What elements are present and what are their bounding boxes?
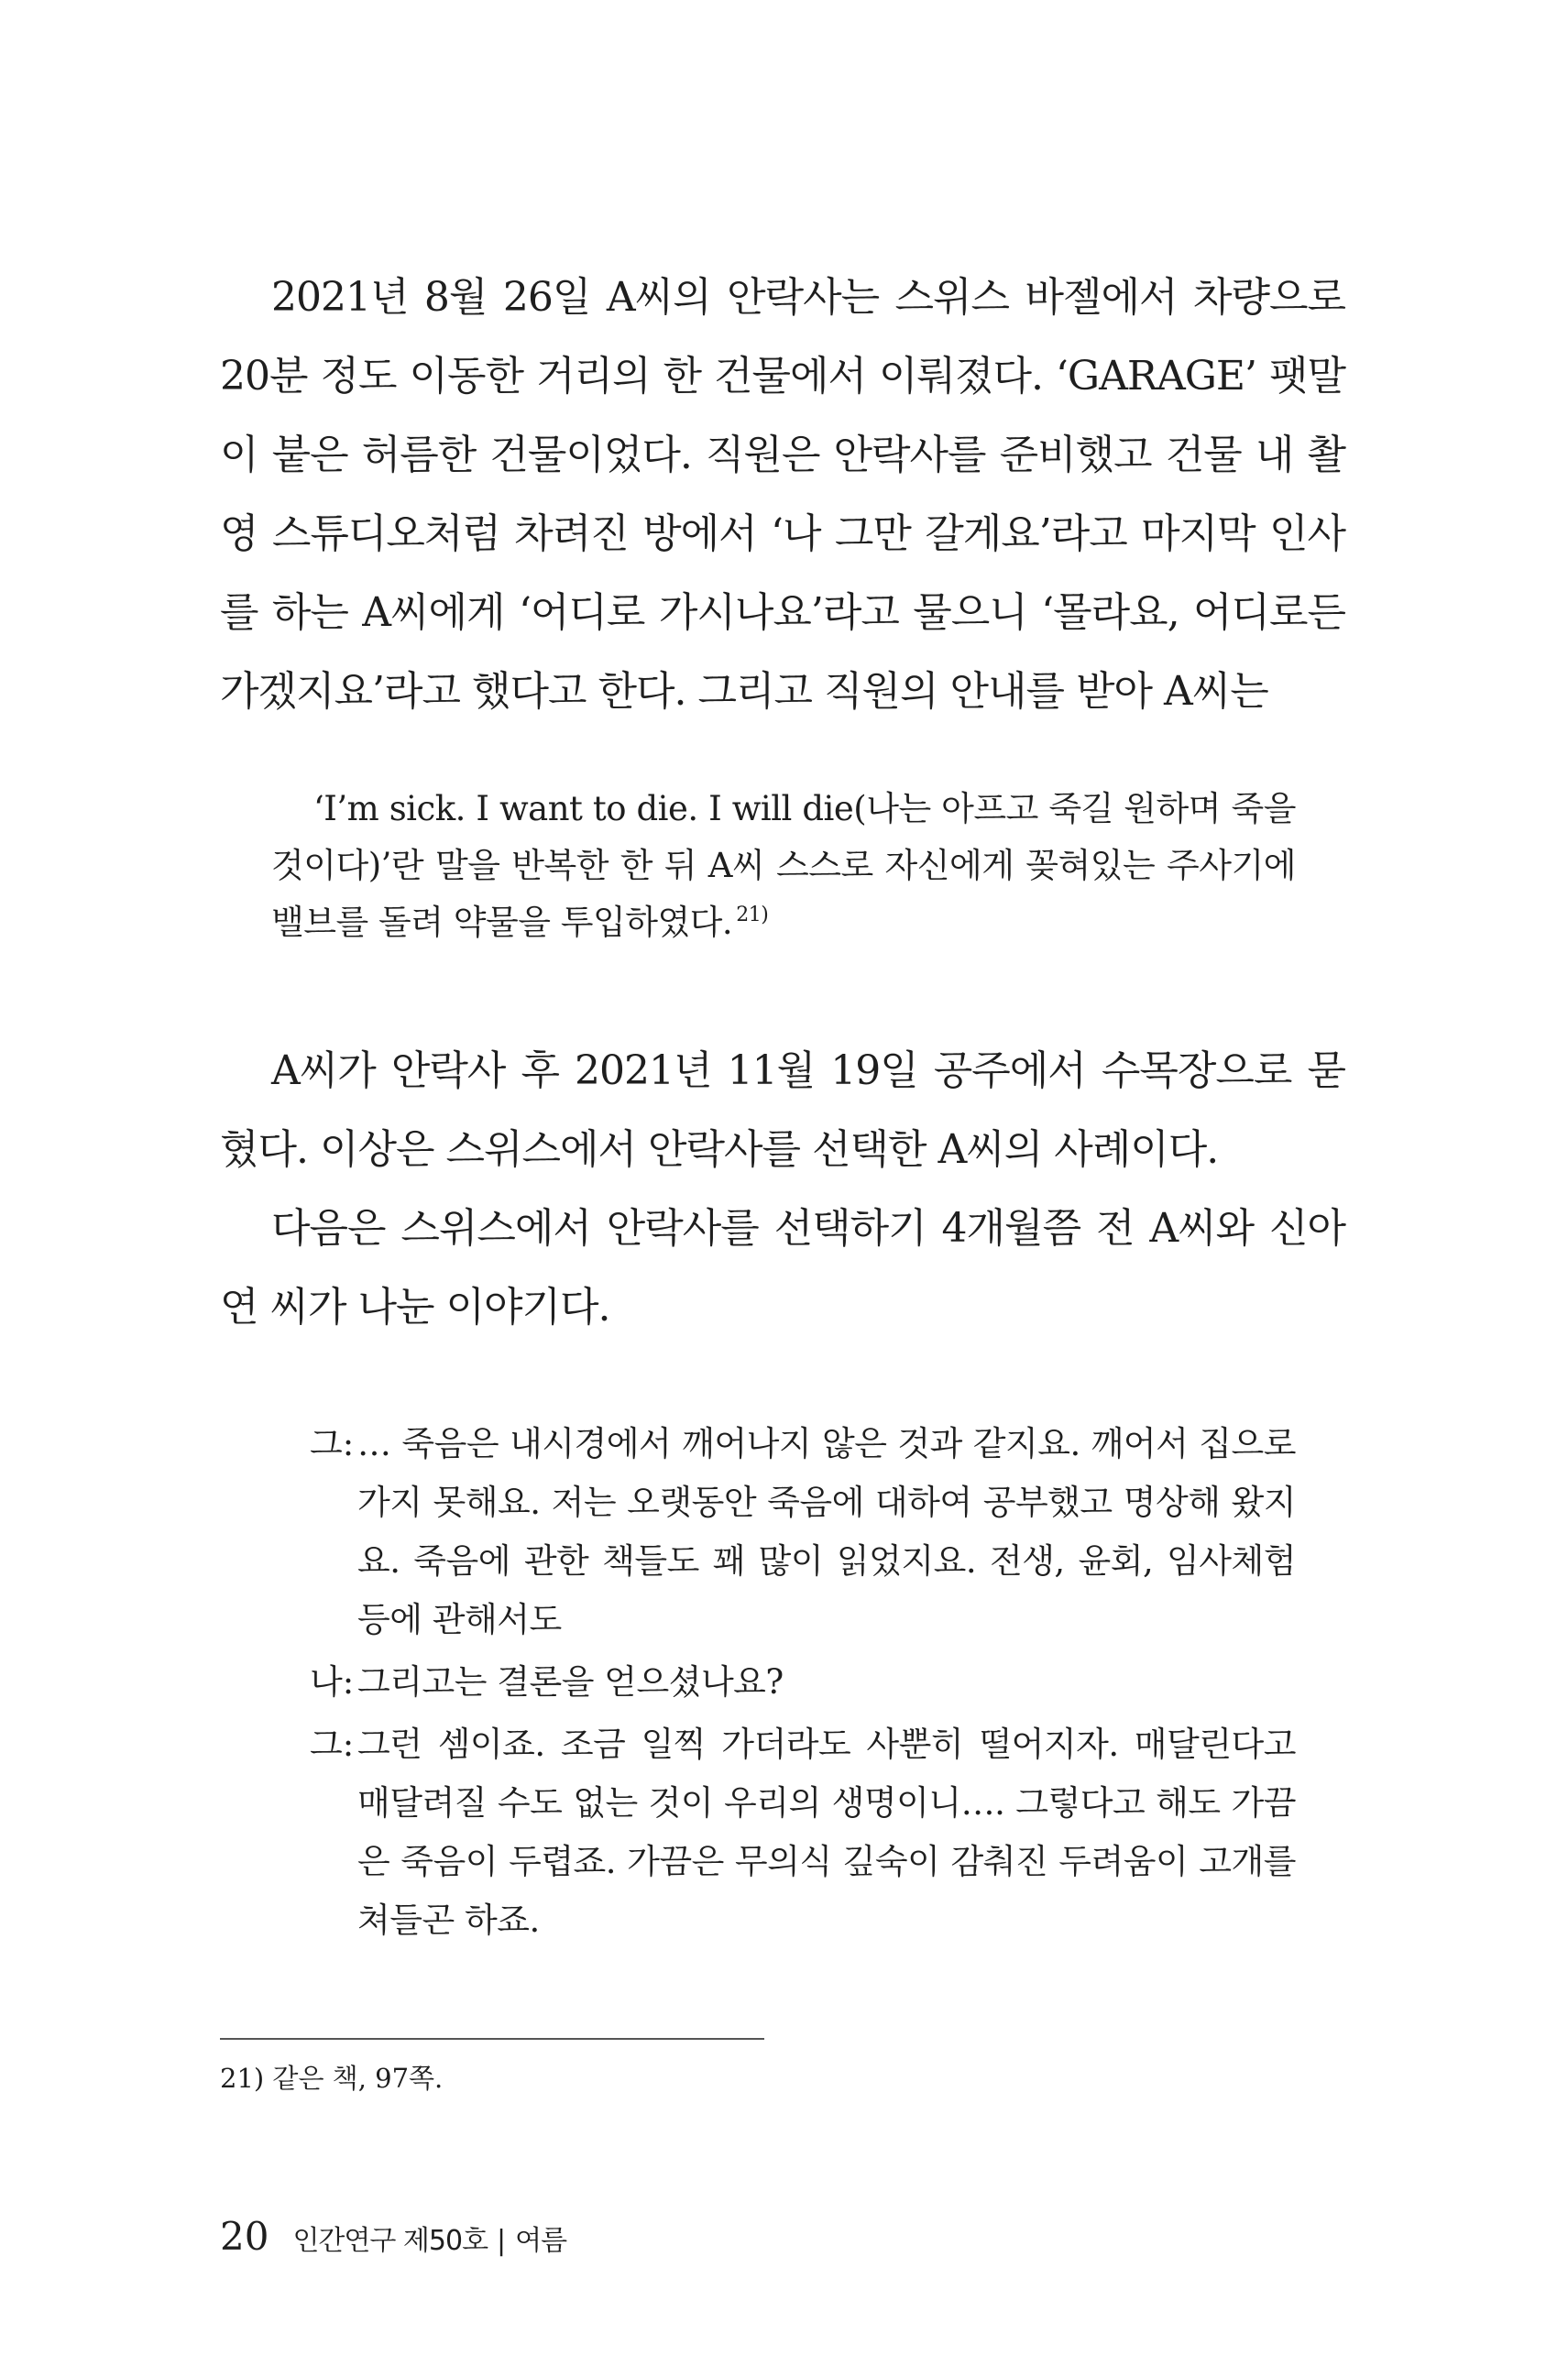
utterance-text: 그런 셈이죠. 조금 일찍 가더라도 사뿐히 떨어지자. 매달린다고 매달려질 수도 없는 것이 우리의 생명이니…. 그렇다고 해도 가끔은 죽음이 두렵죠. 가끔은 무의식 깊숙이 감춰진 두려움이 고개를 쳐들곤 하죠.	[357, 1725, 1296, 1940]
speaker-label: 그:	[310, 1725, 355, 1764]
dialogue-block	[310, 1415, 1296, 1954]
utterance-text: … 죽음은 내시경에서 깨어나지 않은 것과 같지요. 깨어서 집으로 가지 못해요. 저는 오랫동안 죽음에 대하여 공부했고 명상해 왔지요. 죽음에 관한 책들도 꽤 많이 읽었지요. 전생, 윤회, 임사체험 등에 관해서도	[357, 1424, 1296, 1639]
footnote-reference: 21)	[736, 904, 769, 926]
issue-season: 여름	[515, 2225, 567, 2257]
footnote: 21) 같은 책, 97쪽.	[220, 2063, 444, 2094]
quote-paragraph	[271, 781, 1296, 951]
footer-separator: |	[497, 2225, 507, 2257]
block-quote	[271, 781, 1296, 951]
footnote-divider	[220, 2038, 764, 2040]
dialogue-turn	[310, 1653, 1296, 1712]
page-number: 20	[220, 2214, 269, 2259]
body-section-top	[220, 258, 1345, 731]
speaker-label: 나:	[310, 1662, 355, 1702]
body-paragraph: 다음은 스위스에서 안락사를 선택하기 4개월쯤 전 A씨와 신아연 씨가 나눈 이야기다.	[220, 1205, 1345, 1331]
body-paragraph: 2021년 8월 26일 A씨의 안락사는 스위스 바젤에서 차량으로 20분 정도 이동한 거리의 한 건물에서 이뤄졌다. ‘GARAGE’ 팻말이 붙은 허름한 건물이었다. 직원은 안락사를 준비했고 건물 내 촬영 스튜디오처럼 차려진 방에서 ‘나 그만 갈게요’라고 마지막 인사를 하는 A씨에게 ‘어디로 가시나요’라고 물으니 ‘몰라요, 어디로든 가겠지요’라고 했다고 한다. 그리고 직원의 안내를 받아 A씨는	[220, 274, 1345, 715]
quote-text: ‘I’m sick. I want to die. I will die(나는 아프고 죽길 원하며 죽을 것이다)’란 말을 반복한 한 뒤 A씨 스스로 자신에게 꽂혀있는 주사기에 밸브를 돌려 약물을 투입하였다.	[271, 789, 1296, 942]
page-footer	[220, 2214, 566, 2264]
body-paragraph: A씨가 안락사 후 2021년 11월 19일 공주에서 수목장으로 묻혔다. 이상은 스위스에서 안락사를 선택한 A씨의 사례이다.	[220, 1047, 1345, 1173]
body-section-middle	[220, 1032, 1345, 1347]
journal-title: 인간연구 제50호	[292, 2225, 488, 2257]
speaker-label: 그:	[310, 1424, 355, 1463]
utterance-text: 그리고는 결론을 얻으셨나요?	[357, 1662, 784, 1702]
dialogue-turn	[310, 1415, 1296, 1649]
dialogue-turn	[310, 1715, 1296, 1950]
